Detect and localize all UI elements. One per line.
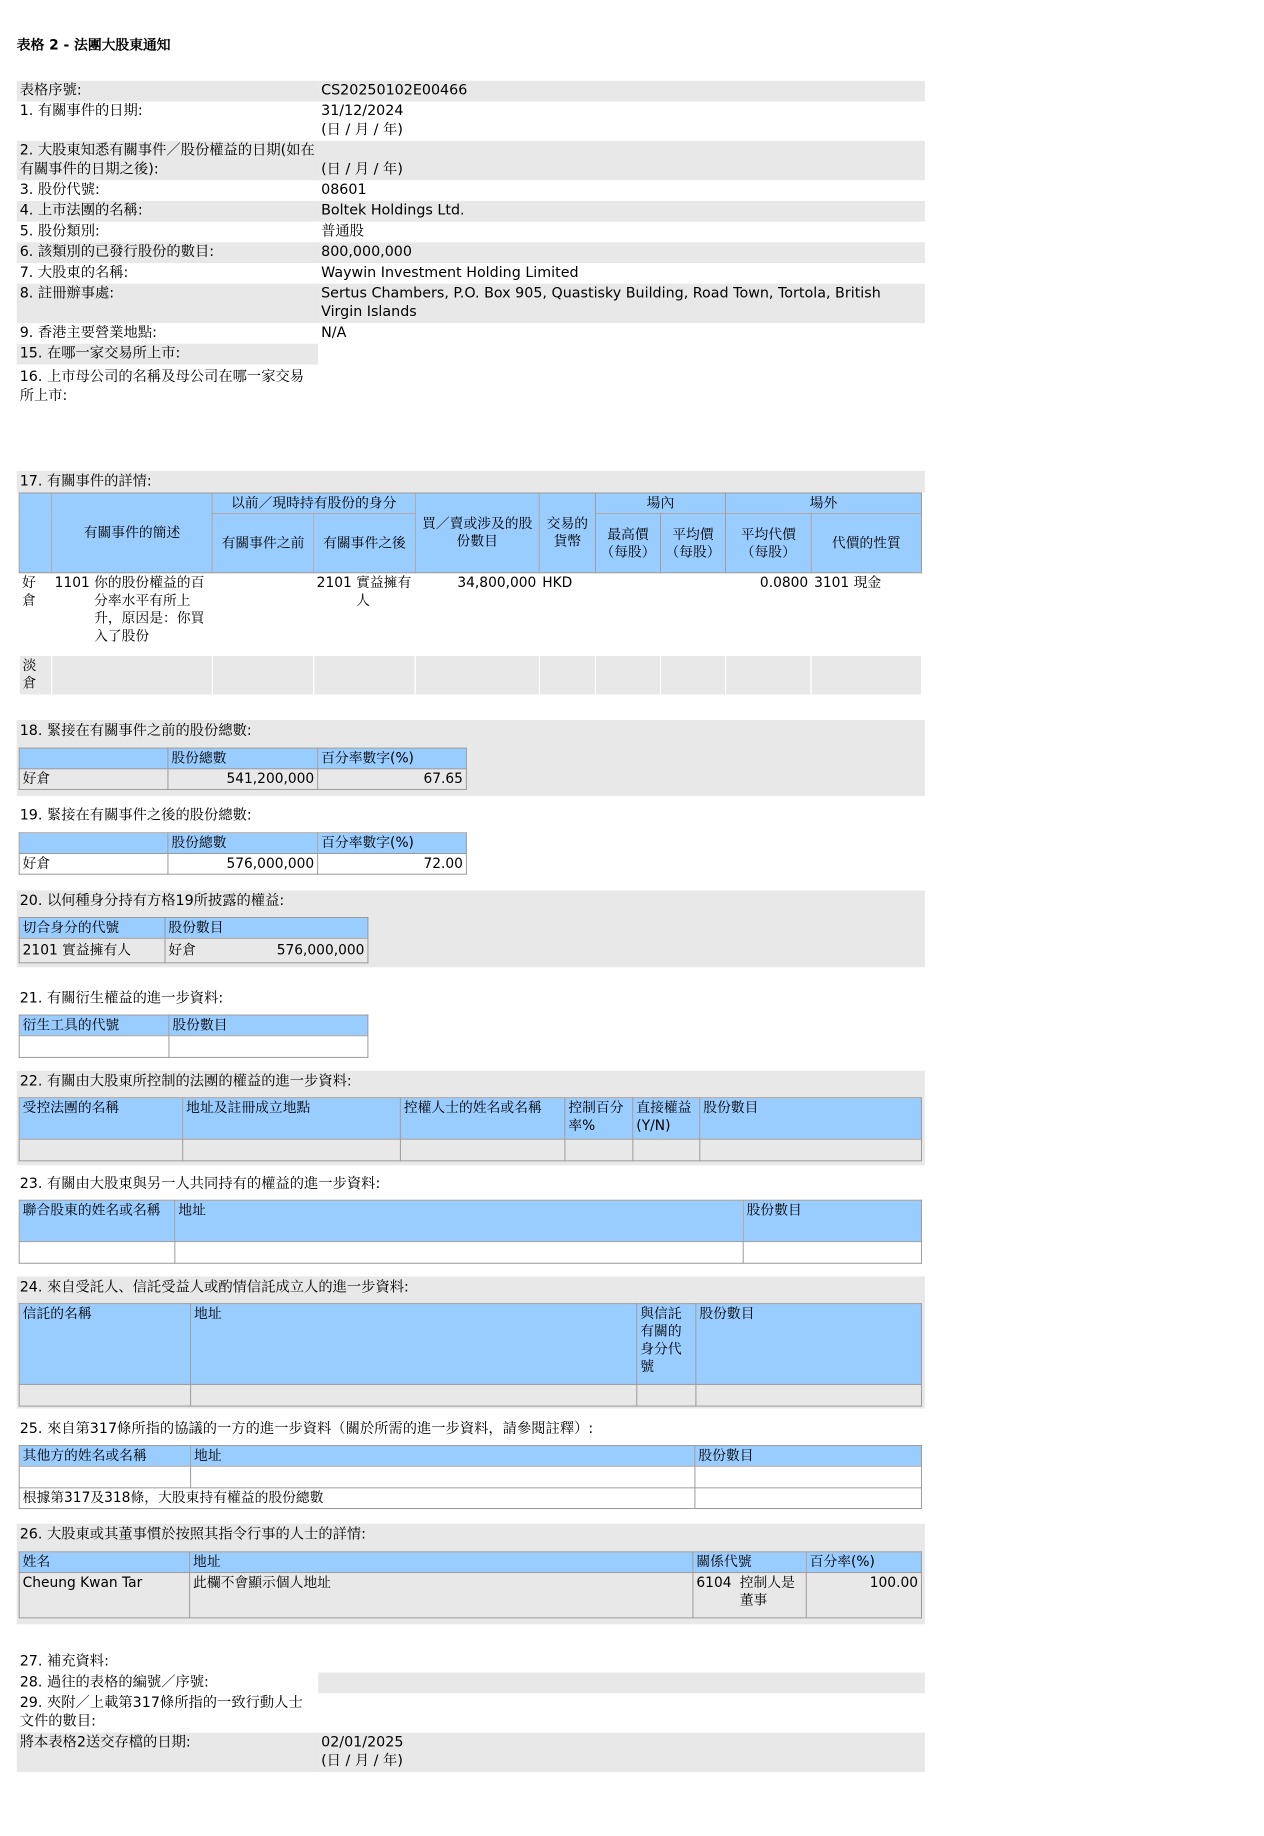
capacity-value: 實益擁有人 [62,942,132,959]
percentage-after: 72.00 [318,854,467,875]
section-19-title: 19. 緊接在有關事件之後的股份總數: [17,805,925,827]
total-shares-after: 576,000,000 [168,854,318,875]
relation-code: 6104 [696,1575,732,1591]
col-share-count: 股份數目 [169,1015,368,1036]
field-label: 表格序號: [17,81,318,102]
table-row [19,938,368,963]
col-on-exchange: 場內 [595,493,725,514]
table-row [19,573,921,656]
col-after: 有關事件之後 [314,514,415,573]
percentage-before: 67.65 [318,769,467,790]
col-derivative-code: 衍生工具的代號 [19,1015,169,1036]
listed-corp-name-value: Boltek Holdings Ltd. [318,201,925,222]
capacity-after-text: 實益擁有人 [356,575,412,609]
field-label: 4. 上市法團的名稱: [17,201,318,222]
hk-business-place-value: N/A [321,325,347,341]
section-19-table [19,832,467,874]
table-row [19,656,921,695]
field-label: 9. 香港主要營業地點: [19,325,157,341]
field-label: 6. 該類別的已發行股份的數目: [17,242,318,263]
field-label: 7. 大股東的名稱: [19,264,129,281]
header-row [17,81,925,102]
section-24-title: 24. 來自受託人、信託受益人或酌情信託成立人的進一步資料: [19,1279,409,1296]
section-21-table [19,1015,369,1058]
section-20-table [19,917,369,963]
field-label: 29. 夾附／上載第317條所指的一致行動人士文件的數目: [19,1695,303,1730]
section-22-table [19,1097,922,1161]
table-row [19,1573,921,1618]
long-position-label: 好倉 [19,573,52,656]
field-label: 15. 在哪一家交易所上市: [17,344,318,365]
col-shares-involved: 買／賣或涉及的股份數目 [415,493,539,573]
footer-table [17,1652,925,1772]
event-date-value: 31/12/2024 [321,103,404,120]
col-name: 姓名 [19,1552,189,1573]
header-row [17,263,925,284]
col-controlled-corp: 受控法團的名稱 [19,1098,183,1139]
section-21-title: 21. 有關衍生權益的進一步資料: [17,988,925,1010]
col-highest-price: 最高價（每股） [595,514,660,573]
table-row [19,854,466,875]
share-count-value: 576,000,000 [276,942,365,959]
section-18-table [19,748,467,790]
col-avg-consideration: 平均代價（每股） [725,514,811,573]
field-label: 1. 有關事件的日期: [19,103,143,120]
field-label: 3. 股份代號: [19,182,100,198]
col-percentage: 百分率(%) [806,1552,921,1573]
date-format-hint: (日 / 月 / 年) [321,161,403,178]
col-address: 地址 [191,1304,637,1385]
col-controller-name: 控權人士的姓名或名稱 [400,1098,564,1139]
form-title: 表格 2 - 法團大股東通知 [16,37,171,54]
header-row [17,141,925,180]
col-address: 地址 [190,1552,693,1573]
header-row [17,364,925,406]
footer-row [17,1652,925,1673]
col-other-party: 其他方的姓名或名稱 [19,1445,190,1466]
footer-row [17,1733,925,1772]
section-23-title: 23. 有關由大股東與另一人共同持有的權益的進一步資料: [17,1173,925,1195]
field-label: 5. 股份類別: [19,223,100,240]
col-percentage: 百分率數字(%) [318,748,467,769]
field-label: 2. 大股東知悉有關事件／股份權益的日期(如在有關事件的日期之後): [17,141,318,180]
table-row [19,769,466,790]
stock-code-value: 08601 [321,182,367,198]
exchange-value [318,344,925,365]
col-capacity-group: 以前／現時持有股份的身分 [212,493,415,514]
col-relation-code: 關係代號 [693,1552,806,1573]
col-address: 地址 [175,1200,743,1241]
field-label: 16. 上市母公司的名稱及母公司在哪一家交易所上市: [19,369,305,404]
header-row [17,344,925,365]
capacity-code-value: 2101 [22,942,58,959]
currency-value: HKD [539,573,595,656]
section-25-table [19,1445,922,1509]
position-label: 好倉 [19,769,168,790]
section-18-title: 18. 緊接在有關事件之前的股份總數: [19,722,252,739]
col-share-count: 股份數目 [743,1200,921,1241]
col-address-place: 地址及註冊成立地點 [183,1098,401,1139]
section-17-table [19,493,922,696]
shares-involved-value: 34,800,000 [415,573,539,656]
substantial-shareholder-name-value: Waywin Investment Holding Limited [321,264,579,281]
col-trust-name: 信託的名稱 [19,1304,190,1385]
col-joint-holder: 聯合股東的姓名或名稱 [19,1200,175,1241]
col-total-shares: 股份總數 [168,833,318,854]
header-row [17,284,925,323]
date-format-hint: (日 / 月 / 年) [321,122,403,138]
header-row [17,222,925,243]
col-off-exchange: 場外 [725,493,921,514]
share-class-value: 普通股 [321,223,364,240]
col-address: 地址 [191,1445,695,1466]
footer-row [17,1673,925,1694]
short-position-label: 淡倉 [19,656,52,695]
person-percentage: 100.00 [806,1573,921,1618]
col-trust-capacity-code: 與信託有關的身分代號 [637,1304,696,1385]
date-format-hint: (日 / 月 / 年) [321,1753,403,1770]
section-24-table [19,1303,922,1406]
col-capacity-code: 切合身分的代號 [19,918,165,939]
col-currency: 交易的貨幣 [539,493,595,573]
section-23-table [19,1200,922,1264]
previous-form-value [318,1673,925,1694]
person-name: Cheung Kwan Tar [19,1573,189,1618]
col-share-count: 股份數目 [700,1098,922,1139]
aware-date-value [321,142,922,161]
col-share-count: 股份數目 [696,1304,922,1385]
event-description: 你的股份權益的百分率水平有所上升，原因是：你買入了股份 [94,575,205,645]
col-percentage: 百分率數字(%) [318,833,467,854]
section-26-title: 26. 大股東或其董事慣於按照其指令行事的人士的詳情: [19,1526,366,1543]
position-label: 好倉 [168,942,197,959]
nature-code: 3101 [814,575,850,591]
col-share-count: 股份數目 [695,1445,922,1466]
field-label: 27. 補充資料: [19,1653,109,1670]
footer-row [17,1693,925,1732]
col-before: 有關事件之前 [212,514,313,573]
col-direct-interest: 直接權益(Y/N) [633,1098,700,1139]
person-address: 此欄不會顯示個人地址 [190,1573,693,1618]
section-22-title: 22. 有關由大股東所控制的法團的權益的進一步資料: [19,1073,352,1090]
header-row [17,242,925,263]
nature-value: 現金 [853,575,882,591]
position-label: 好倉 [19,854,168,875]
field-label: 28. 過往的表格的編號／序號: [17,1673,318,1694]
col-total-shares: 股份總數 [168,748,318,769]
header-row [17,180,925,201]
total-shares-317-label: 根據第317及318條，大股東持有權益的股份總數 [19,1488,695,1509]
supplementary-value [318,1652,925,1673]
col-share-count: 股份數目 [165,918,368,939]
avg-consideration-value: 0.0800 [725,573,811,656]
event-code: 1101 [54,575,90,591]
attachments-value [318,1693,925,1732]
filing-date-value: 02/01/2025 [321,1734,404,1751]
header-row [17,101,925,140]
section-26-table [19,1551,922,1618]
col-event-desc: 有關事件的簡述 [52,493,213,573]
section-20-title: 20. 以何種身分持有方格19所披露的權益: [19,893,285,910]
field-label: 將本表格2送交存檔的日期: [17,1733,318,1772]
section-25-title: 25. 來自第317條所指的協議的一方的進一步資料（關於所需的進一步資料，請參閱註釋）: [17,1418,925,1440]
capacity-after-code: 2101 [316,575,352,591]
relation-text: 控制人是董事 [739,1575,795,1609]
registered-office-value: Sertus Chambers, P.O. Box 905, Quastisky Building, Road Town, Tortola, British Virgin Islands [318,284,925,323]
field-label: 8. 註冊辦事處: [17,284,318,323]
section-17-title: 17. 有關事件的詳情: [19,473,152,490]
form-serial-value: CS20250102E00466 [318,81,925,102]
col-nature-consideration: 代價的性質 [811,514,921,573]
header-row [17,323,925,344]
header-row [17,201,925,222]
col-average-price: 平均價（每股） [660,514,725,573]
total-shares-before: 541,200,000 [168,769,318,790]
issued-shares-value: 800,000,000 [318,242,925,263]
col-control-pct: 控制百分率% [565,1098,633,1139]
header-table [17,81,925,407]
parent-company-value [318,364,925,406]
